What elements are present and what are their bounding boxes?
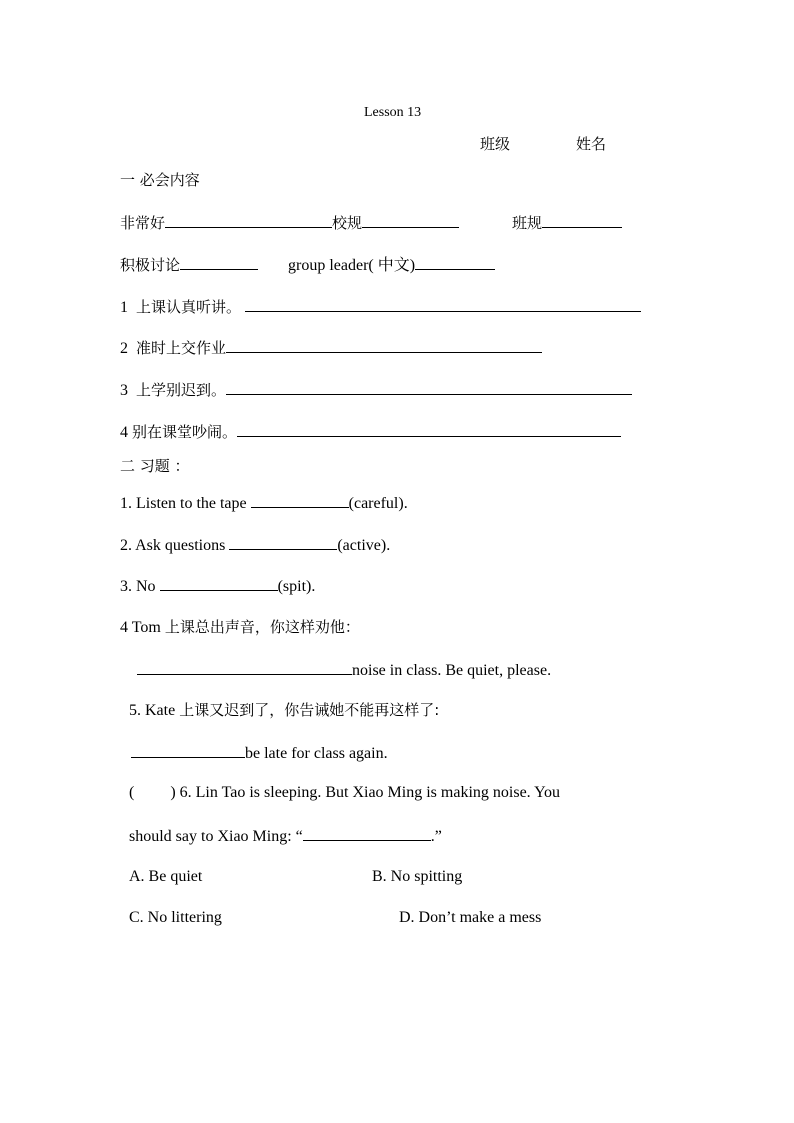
question-6 [129, 783, 560, 803]
vocab-row-1 [120, 212, 459, 234]
q1-blank[interactable] [251, 492, 349, 508]
section1-heading: 一 必会内容 [120, 171, 200, 189]
blank-class-rules[interactable] [542, 212, 622, 228]
vocab-group-leader: group leader( 中文) [288, 257, 416, 274]
question-5 [129, 700, 439, 721]
blank-sentence-4[interactable] [237, 421, 621, 437]
vocab-class-rules-group [512, 212, 622, 234]
q6-paren-left: ( [129, 784, 135, 801]
sentence-4 [120, 421, 621, 443]
q4-answer-line [137, 659, 551, 681]
q6-paren-right: ) [170, 784, 176, 801]
blank-school-rules[interactable] [362, 212, 459, 228]
q3-text: 3. No [120, 578, 160, 595]
option-c[interactable]: C. No littering [129, 909, 222, 926]
q6-line2-after: .” [430, 828, 442, 845]
question-4 [120, 617, 360, 638]
q6-line1: 6. Lin Tao is sleeping. But Xiao Ming is making noise. You [179, 784, 561, 801]
question-3 [120, 575, 315, 597]
vocab-active-discussion: 积极讨论 [120, 256, 181, 274]
sentence-text: 别在课堂吵闹。 [132, 423, 238, 441]
blank-sentence-2[interactable] [226, 337, 542, 353]
q6-line2-before: should say to Xiao Ming: “ [129, 828, 303, 845]
sentence-text: 准时上交作业 [136, 339, 227, 357]
blank-sentence-1[interactable] [245, 296, 641, 312]
q4-prompt-en: 4 Tom [120, 619, 165, 636]
sentence-num: 2 [120, 340, 128, 357]
q2-text: 2. Ask questions [120, 537, 230, 554]
sentence-num: 3 [120, 382, 128, 399]
vocab-group-leader-group [288, 254, 495, 276]
q2-blank[interactable] [229, 534, 337, 550]
sentence-num: 1 [120, 299, 128, 316]
option-a[interactable]: A. Be quiet [129, 868, 203, 885]
option-d[interactable]: D. Don’t make a mess [399, 909, 542, 926]
sentence-text: 上课认真听讲。 [136, 298, 242, 316]
q3-hint: (spit). [277, 578, 316, 595]
q5-blank[interactable] [131, 742, 245, 758]
question-1 [120, 492, 408, 514]
blank-very-good[interactable] [165, 212, 332, 228]
q3-blank[interactable] [160, 575, 278, 591]
q4-blank[interactable] [137, 659, 352, 675]
blank-active-discussion[interactable] [180, 254, 258, 270]
vocab-very-good: 非常好 [120, 214, 166, 232]
sentence-3 [120, 379, 632, 401]
q5-prompt-cn: 上课又迟到了，你告诫她不能再这样了: [179, 701, 440, 719]
sentence-2 [120, 337, 542, 359]
blank-sentence-3[interactable] [226, 379, 632, 395]
q5-answer-line [131, 742, 388, 764]
vocab-school-rules: 校规 [332, 214, 363, 232]
question-2 [120, 534, 390, 556]
vocab-class-rules: 班规 [512, 214, 543, 232]
q4-answer-tail: noise in class. Be quiet, please. [352, 662, 552, 679]
page-title: Lesson 13 [364, 105, 422, 120]
vocab-row-2 [120, 254, 258, 276]
blank-group-leader[interactable] [415, 254, 495, 270]
class-label: 班级 [480, 135, 511, 153]
section2-heading: 二 习题 ： [120, 457, 190, 475]
q4-prompt-cn: 上课总出声音，你这样劝他： [164, 618, 360, 636]
q1-text: 1. Listen to the tape [120, 495, 251, 512]
option-b[interactable]: B. No spitting [372, 868, 463, 885]
q1-hint: (careful). [348, 495, 408, 512]
sentence-text: 上学别迟到。 [136, 381, 227, 399]
q6-line2 [129, 825, 442, 847]
q5-answer-tail: be late for class again. [245, 745, 388, 762]
sentence-1 [120, 296, 641, 318]
q5-prompt-en: 5. Kate [129, 702, 180, 719]
name-label: 姓名 [576, 135, 607, 153]
q2-hint: (active). [337, 537, 391, 554]
sentence-num: 4 [120, 424, 128, 441]
q6-blank[interactable] [303, 825, 431, 841]
